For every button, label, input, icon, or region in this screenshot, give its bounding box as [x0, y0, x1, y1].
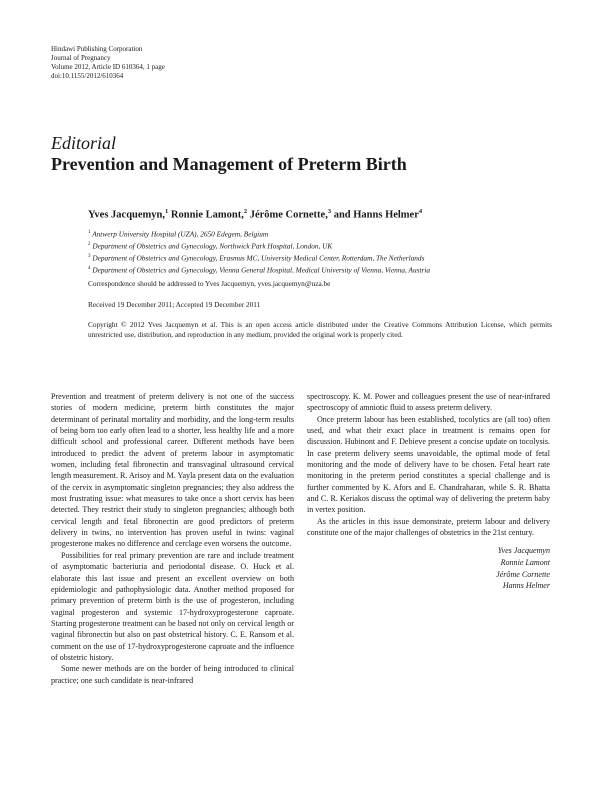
author-affil-mark: 3 — [327, 208, 332, 215]
affiliation-text: Department of Obstetrics and Gynecology, Northwick Park Hospital, London, UK — [92, 241, 333, 251]
body-paragraph: Possibilities for real primary prevention are rare and include treatment of asymptomatic bacteriuria and periodontal disease. O. Huck et al. elaborate this last issue and present an excellent overview on both epidemiologic and pathophysiologic data. Another method proposed for primary prevention of preterm birth is the use of progesteron, including vaginal progesteron and systemic 17-hydroxyprogesterone caproate. Starting progesterone treatment can be based not only on cervical length or vaginal fibronectin but also on past obstetrical history. C. E. Ransom et al. comment on the use of 17-hydroxyprogesterone caproate and the influence of obstetric history. — [51, 550, 294, 662]
journal-meta — [51, 45, 165, 81]
affiliation-number: 3 — [88, 254, 91, 260]
affiliation-number: 4 — [88, 266, 91, 272]
body-paragraph: As the articles in this issue demonstrate, preterm labour and delivery constitute one of the major challenges of obstetrics in the 21st century. — [307, 516, 550, 538]
author-affil-mark: 2 — [243, 208, 248, 215]
author-name: Ronnie Lamont, — [168, 209, 244, 221]
affiliation — [88, 240, 430, 252]
affiliation — [88, 264, 430, 276]
volume-info: Volume 2012, Article ID 610364, 1 page — [51, 63, 165, 71]
body-column-left — [51, 391, 294, 686]
correspondence-note: Correspondence should be addressed to Yves Jacquemyn, yves.jacquemyn@uza.be — [88, 279, 331, 288]
doi[interactable]: doi:10.1155/2012/610364 — [51, 72, 124, 80]
author-affil-mark: 1 — [165, 208, 169, 215]
affiliation-number: 2 — [88, 242, 91, 248]
editor-name: Hanns Helmer — [502, 581, 550, 591]
affiliation-text: Department of Obstetrics and Gynecology, Vienna General Hospital, Medical University of Vienna, Vienna, Austria — [92, 265, 431, 275]
editor-name: Jérôme Cornette — [496, 569, 550, 579]
affiliation-text: Department of Obstetrics and Gynecology, Erasmus MC, University Medical Center, Rotterdam, The Netherlands — [92, 253, 425, 263]
body-paragraph: Once preterm labour has been established, tocolytics are (all too) often used, and what their exact place in treatment is remains open for discussion. Hubinont and F. Debieve present a concise update on tocolysis. In case preterm delivery seems unavoidable, the optimal mode of fetal monitoring and the mode of delivery have to be chosen. Fetal heart rate monitoring in the preterm period constitutes a special challenge and is further commented by K. Afors and E. Chandraharan, while S. R. Bhatta and C. R. Keriakos discuss the optimal way of delivering the preterm baby in vertex position. — [307, 414, 550, 515]
author-name: and Hanns Helmer — [331, 209, 419, 221]
body-paragraph: Some newer methods are on the border of being introduced to clinical practice; one such candidate is near-infrared — [51, 664, 294, 685]
affiliation-text: Antwerp University Hospital (UZA), 2650 Edegem, Belgium — [92, 229, 269, 239]
received-dates: Received 19 December 2011; Accepted 19 December 2011 — [88, 300, 261, 309]
author-affil-mark: 4 — [418, 208, 423, 215]
body-paragraph: spectroscopy. K. M. Power and colleagues present the use of near-infrared spectroscopy of amniotic fluid to assess preterm delivery. — [307, 392, 550, 413]
section-label: Editorial — [51, 133, 117, 153]
copyright-notice: Copyright © 2012 Yves Jacquemyn et al. This is an open access article distributed under the Creative Commons Attribution License, which permits unrestricted use, distribution, and reproduction in any medium, provided the original work is properly cited. — [88, 320, 552, 340]
author-name: Yves Jacquemyn, — [88, 209, 166, 221]
body-column-right — [307, 391, 550, 592]
publisher-name: Hindawi Publishing Corporation — [51, 45, 143, 53]
editor-name: Yves Jacquemyn — [497, 546, 550, 556]
affiliation-list — [88, 228, 430, 276]
affiliation — [88, 252, 430, 264]
article-title: Prevention and Management of Preterm Birth — [51, 154, 407, 174]
author-list — [88, 208, 422, 221]
affiliation — [88, 228, 430, 240]
affiliation-number: 1 — [88, 230, 91, 235]
editor-name: Ronnie Lamont — [500, 558, 550, 568]
author-name: Jérôme Cornette, — [247, 209, 328, 221]
journal-name: Journal of Pregnancy — [51, 54, 111, 62]
body-paragraph: Prevention and treatment of preterm delivery is not one of the success stories of modern medicine, preterm birth constitutes the major determinant of perinatal mortality and morbidity, and the long-term results of being born too early often lead to a shorter, less healthy life and a more difficult school and professional career. Different methods have been introduced to predict the advent of preterm labour in asymptomatic women, including fetal fibronectin and transvaginal ultrasound cervical length measurement. R. Arisoy and M. Yayla present data on the evaluation of the cervix in asymptomatic singleton pregnancies; they also address the most frustrating issue: what measures to take once a short cervix has been detected. They restrict their study to singleton pregnancies; although both cervical length and fetal fibronectin are good predictors of preterm delivery in twins, no intervention has proven useful in twins: vaginal progesterone makes no difference and cerclage even worsens the outcome. — [51, 392, 294, 549]
editor-signatures — [307, 545, 550, 591]
